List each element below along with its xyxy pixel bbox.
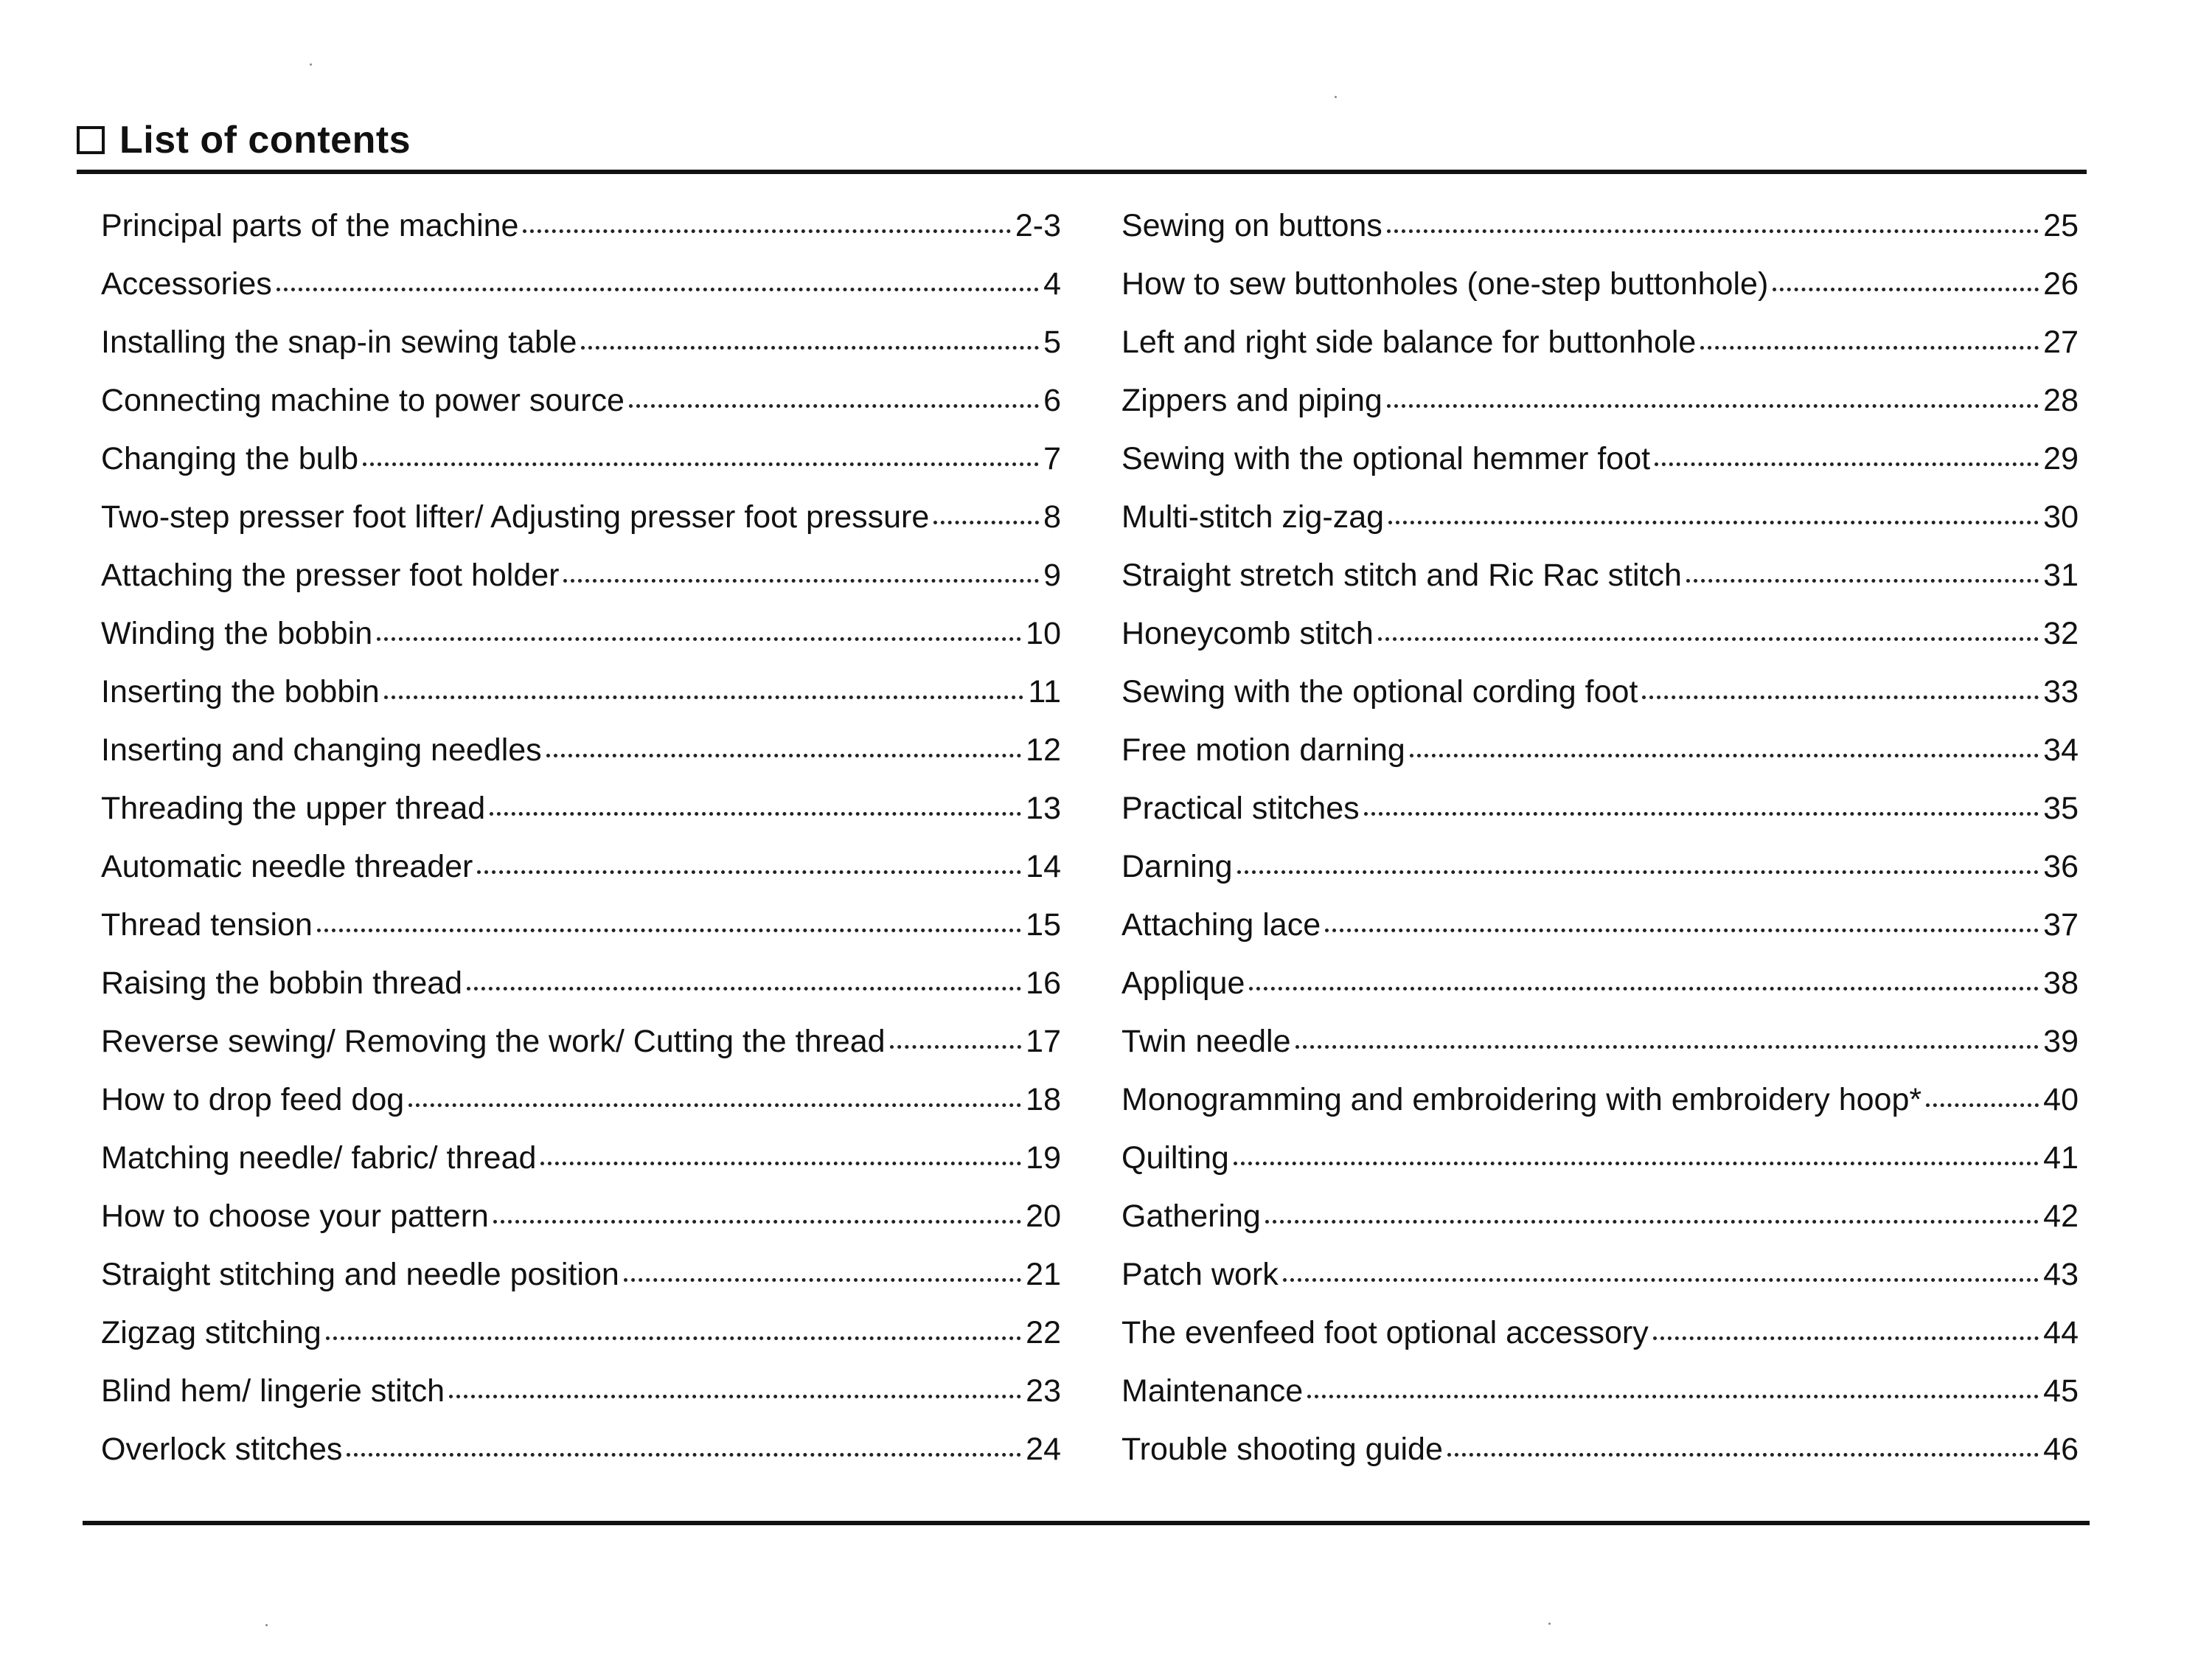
toc-entry-label: Changing the bulb [101, 441, 359, 476]
toc-entry[interactable] [1121, 1373, 2079, 1432]
toc-entry-page: 43 [2043, 1257, 2079, 1292]
dot-leader [546, 754, 1021, 757]
dot-leader [493, 1220, 1021, 1224]
toc-entry-page: 16 [1026, 965, 1061, 1001]
toc-entry-label: Winding the bobbin [101, 616, 373, 651]
toc-entry[interactable] [1121, 1140, 2079, 1199]
toc-entry[interactable] [101, 499, 1061, 558]
toc-entry-label: Connecting machine to power source [101, 383, 625, 418]
toc-entry-label: How to sew buttonholes (one-step buttonhole) [1121, 266, 1769, 302]
toc-entry-page: 36 [2043, 849, 2079, 884]
toc-entry-page: 33 [2043, 674, 2079, 710]
toc-entry-label: Thread tension [101, 907, 313, 943]
toc-entry-page: 12 [1026, 732, 1061, 768]
toc-entry-page: 5 [1043, 325, 1061, 360]
toc-entry[interactable] [101, 208, 1061, 266]
dot-leader [1249, 987, 2039, 991]
toc-entry-page: 21 [1026, 1257, 1061, 1292]
toc-entry-page: 11 [1028, 674, 1061, 710]
toc-entry-label: Straight stitching and needle position [101, 1257, 619, 1292]
toc-entry-label: Inserting the bobbin [101, 674, 380, 710]
toc-entry[interactable] [1121, 1257, 2079, 1315]
toc-entry-label: Quilting [1121, 1140, 1229, 1176]
toc-entry-page: 32 [2043, 616, 2079, 651]
toc-entry[interactable] [101, 791, 1061, 849]
toc-entry[interactable] [1121, 208, 2079, 266]
toc-entry[interactable] [101, 325, 1061, 383]
dot-leader [490, 812, 1021, 816]
toc-entry-label: Threading the upper thread [101, 791, 486, 826]
dot-leader [523, 229, 1010, 233]
toc-entry-page: 34 [2043, 732, 2079, 768]
toc-entry-label: Trouble shooting guide [1121, 1432, 1443, 1467]
dot-leader [1237, 870, 2039, 874]
toc-entry-label: Zigzag stitching [101, 1315, 321, 1350]
toc-entry[interactable] [1121, 907, 2079, 965]
toc-entry-label: How to drop feed dog [101, 1082, 405, 1117]
scan-speck [310, 63, 312, 66]
dot-leader [540, 1162, 1021, 1165]
toc-entry[interactable] [1121, 732, 2079, 791]
dot-leader [629, 404, 1039, 408]
toc-entry[interactable] [101, 1199, 1061, 1257]
toc-entry-page: 39 [2043, 1024, 2079, 1059]
toc-entry[interactable] [101, 732, 1061, 791]
dot-leader [563, 579, 1039, 583]
toc-entry-page: 26 [2043, 266, 2079, 302]
toc-entry-page: 15 [1026, 907, 1061, 943]
toc-entry-page: 30 [2043, 499, 2079, 535]
toc-entry[interactable] [1121, 383, 2079, 441]
toc-entry[interactable] [1121, 849, 2079, 907]
toc-entry[interactable] [101, 1257, 1061, 1315]
dot-leader [1410, 754, 2039, 757]
toc-entry-label: Gathering [1121, 1199, 1261, 1234]
toc-entry-label: Two-step presser foot lifter/ Adjusting presser foot pressure [101, 499, 930, 535]
dot-leader [1307, 1395, 2039, 1398]
toc-entry[interactable] [1121, 1199, 2079, 1257]
toc-entry[interactable] [101, 965, 1061, 1024]
toc-entry-label: Patch work [1121, 1257, 1279, 1292]
toc-entry-page: 22 [1026, 1315, 1061, 1350]
toc-entry-label: Multi-stitch zig-zag [1121, 499, 1385, 535]
toc-entry-page: 17 [1026, 1024, 1061, 1059]
toc-entry-page: 7 [1043, 441, 1061, 476]
dot-leader [1653, 1336, 2039, 1340]
dot-leader [449, 1395, 1021, 1398]
toc-entry-label: How to choose your pattern [101, 1199, 489, 1234]
toc-entry-label: Sewing on buttons [1121, 208, 1382, 243]
toc-entry-label: Attaching the presser foot holder [101, 558, 560, 593]
toc-entry-page: 25 [2043, 208, 2079, 243]
scan-speck [1335, 96, 1337, 98]
toc-entry-label: Principal parts of the machine [101, 208, 519, 243]
toc-entry[interactable] [101, 674, 1061, 732]
toc-entry-page: 19 [1026, 1140, 1061, 1176]
dot-leader [317, 929, 1021, 932]
toc-entry[interactable] [1121, 1432, 2079, 1490]
page-title: List of contents [119, 119, 411, 162]
toc-entry-page: 44 [2043, 1315, 2079, 1350]
toc-entry-page: 37 [2043, 907, 2079, 943]
toc-entry-page: 2-3 [1015, 208, 1061, 243]
toc-entry[interactable] [1121, 325, 2079, 383]
dot-leader [1686, 579, 2039, 583]
dot-leader [1364, 812, 2039, 816]
toc-entry[interactable] [1121, 558, 2079, 616]
toc-entry-label: Overlock stitches [101, 1432, 343, 1467]
toc-entry-page: 46 [2043, 1432, 2079, 1467]
top-divider [77, 170, 2087, 174]
toc-entry-label: Matching needle/ fabric/ thread [101, 1140, 537, 1176]
dot-leader [347, 1453, 1021, 1457]
toc-entry-page: 18 [1026, 1082, 1061, 1117]
toc-entry-page: 28 [2043, 383, 2079, 418]
toc-entry[interactable] [101, 383, 1061, 441]
dot-leader [1642, 695, 2039, 699]
toc-entry-page: 38 [2043, 965, 2079, 1001]
toc-entry-page: 31 [2043, 558, 2079, 593]
dot-leader [1926, 1103, 2039, 1107]
toc-entry-page: 13 [1026, 791, 1061, 826]
toc-entry-label: Accessories [101, 266, 272, 302]
dot-leader [1325, 929, 2039, 932]
dot-leader [377, 637, 1021, 641]
toc-entry-page: 27 [2043, 325, 2079, 360]
toc-entry-label: Monogramming and embroidering with embroidery hoop* [1121, 1082, 1922, 1117]
toc-entry-page: 35 [2043, 791, 2079, 826]
dot-leader [1234, 1162, 2039, 1165]
scan-speck [1548, 1623, 1551, 1625]
toc-entry[interactable] [101, 1024, 1061, 1082]
toc-entry-page: 23 [1026, 1373, 1061, 1409]
dot-leader [1378, 637, 2039, 641]
toc-entry[interactable] [1121, 266, 2079, 325]
scan-speck [265, 1624, 268, 1626]
checkbox-icon [77, 126, 105, 154]
toc-entry-label: Twin needle [1121, 1024, 1291, 1059]
toc-entry-page: 9 [1043, 558, 1061, 593]
toc-entry[interactable] [101, 266, 1061, 325]
toc-entry-page: 14 [1026, 849, 1061, 884]
toc-entry[interactable] [101, 441, 1061, 499]
toc-entry-label: Straight stretch stitch and Ric Rac stitch [1121, 558, 1682, 593]
toc-entry-label: Darning [1121, 849, 1233, 884]
toc-entry[interactable] [1121, 441, 2079, 499]
toc-entry-label: Practical stitches [1121, 791, 1360, 826]
toc-entry[interactable] [101, 1315, 1061, 1373]
dot-leader [1773, 288, 2039, 291]
dot-leader [1387, 404, 2039, 408]
dot-leader [933, 521, 1039, 524]
toc-entry[interactable] [101, 849, 1061, 907]
toc-entry-label: Sewing with the optional hemmer foot [1121, 441, 1651, 476]
toc-entry[interactable] [101, 1373, 1061, 1432]
dot-leader [624, 1278, 1021, 1282]
toc-entry-page: 29 [2043, 441, 2079, 476]
dot-leader [1655, 462, 2039, 466]
toc-entry-label: Raising the bobbin thread [101, 965, 463, 1001]
dot-leader [890, 1045, 1022, 1049]
toc-entry-label: The evenfeed foot optional accessory [1121, 1315, 1649, 1350]
toc-entry-label: Inserting and changing needles [101, 732, 542, 768]
dot-leader [1283, 1278, 2039, 1282]
dot-leader [477, 870, 1021, 874]
dot-leader [408, 1103, 1021, 1107]
toc-entry[interactable] [101, 907, 1061, 965]
toc-entry[interactable] [101, 1082, 1061, 1140]
toc-entry-label: Honeycomb stitch [1121, 616, 1374, 651]
toc-right-column [1121, 208, 2079, 1490]
toc-entry-page: 10 [1026, 616, 1061, 651]
toc-entry-page: 8 [1043, 499, 1061, 535]
bottom-divider [83, 1521, 2090, 1525]
toc-entry-label: Blind hem/ lingerie stitch [101, 1373, 445, 1409]
dot-leader [1388, 521, 2039, 524]
toc-entry-page: 42 [2043, 1199, 2079, 1234]
toc-entry-label: Zippers and piping [1121, 383, 1382, 418]
toc-entry[interactable] [101, 1140, 1061, 1199]
toc-entry-label: Left and right side balance for buttonhole [1121, 325, 1697, 360]
toc-entry-label: Automatic needle threader [101, 849, 473, 884]
toc-entry-page: 6 [1043, 383, 1061, 418]
dot-leader [363, 462, 1039, 466]
toc-entry-page: 20 [1026, 1199, 1061, 1234]
toc-entry-label: Attaching lace [1121, 907, 1321, 943]
toc-entry[interactable] [1121, 791, 2079, 849]
toc-entry[interactable] [1121, 1315, 2079, 1373]
toc-entry-label: Installing the snap-in sewing table [101, 325, 577, 360]
dot-leader [467, 987, 1021, 991]
toc-entry[interactable] [1121, 1082, 2079, 1140]
dot-leader [326, 1336, 1021, 1340]
dot-leader [581, 346, 1039, 350]
dot-leader [1447, 1453, 2039, 1457]
toc-entry-label: Sewing with the optional cording foot [1121, 674, 1638, 710]
toc-entry-label: Reverse sewing/ Removing the work/ Cutting the thread [101, 1024, 886, 1059]
dot-leader [1295, 1045, 2039, 1049]
toc-left-column [101, 208, 1061, 1490]
toc-entry-page: 4 [1043, 266, 1061, 302]
toc-entry-page: 41 [2043, 1140, 2079, 1176]
page-heading [77, 118, 411, 162]
toc-entry-page: 40 [2043, 1082, 2079, 1117]
toc-entry[interactable] [1121, 1024, 2079, 1082]
toc-entry-label: Maintenance [1121, 1373, 1304, 1409]
toc-entry[interactable] [101, 1432, 1061, 1490]
toc-entry-page: 24 [1026, 1432, 1061, 1467]
dot-leader [1387, 229, 2039, 233]
dot-leader [1265, 1220, 2039, 1224]
toc-entry-label: Applique [1121, 965, 1245, 1001]
dot-leader [384, 695, 1024, 699]
toc-entry[interactable] [1121, 616, 2079, 674]
toc-entry[interactable] [1121, 499, 2079, 558]
toc-entry[interactable] [1121, 674, 2079, 732]
toc-entry[interactable] [101, 616, 1061, 674]
toc-entry-label: Free motion darning [1121, 732, 1405, 768]
dot-leader [1700, 346, 2039, 350]
toc-entry-page: 45 [2043, 1373, 2079, 1409]
toc-entry[interactable] [1121, 965, 2079, 1024]
dot-leader [276, 288, 1039, 291]
toc-entry[interactable] [101, 558, 1061, 616]
